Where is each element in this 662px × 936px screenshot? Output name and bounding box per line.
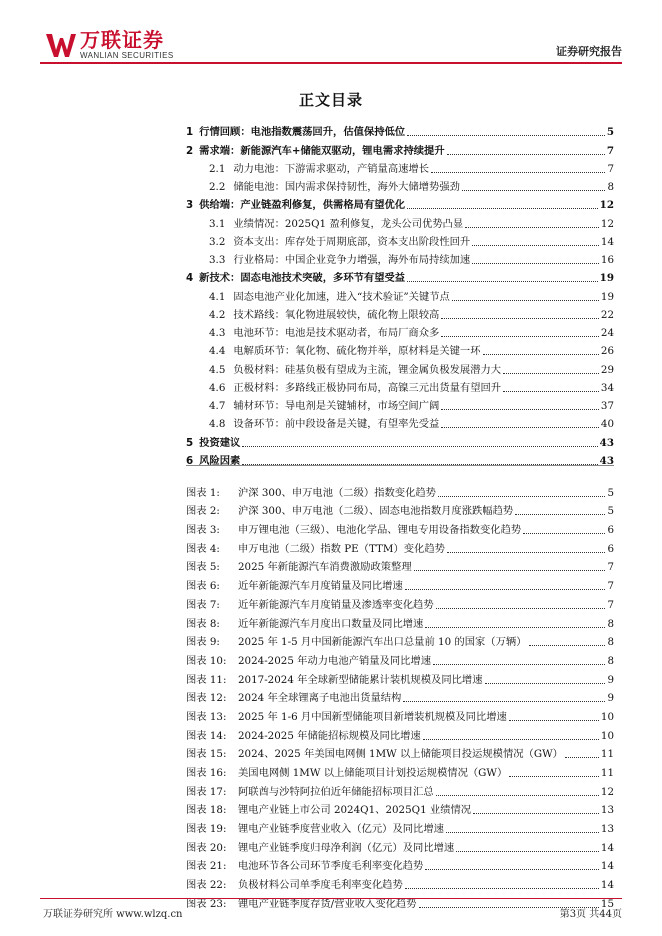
toc-title: 投资建议	[199, 436, 241, 449]
figure-leader-dots	[509, 720, 599, 721]
toc-leader-dots	[447, 154, 605, 155]
figure-list-link[interactable]	[186, 649, 614, 668]
figure-title: 锂电产业链季度归母净利润（亿元）及同比增速	[238, 841, 455, 854]
figure-title: 锂电产业链季度存货/营业收入变化趋势	[238, 897, 417, 910]
figure-list-link[interactable]	[186, 687, 614, 706]
figure-label: 图表 1:	[186, 486, 220, 499]
figure-title: 负极材料公司单季度毛利率变化趋势	[238, 879, 403, 892]
figure-leader-dots	[485, 683, 606, 684]
figure-title: 近年新能源汽车月度出口数量及同比增速	[238, 617, 424, 630]
toc-title: 供给端：产业链盈利修复，供需格局有望优化	[199, 199, 406, 212]
toc-chapter-link[interactable]	[186, 267, 614, 285]
toc-number: 4.7	[209, 400, 226, 412]
figure-list-link[interactable]	[186, 481, 614, 500]
figure-label: 图表 12:	[186, 692, 227, 705]
toc-number: 2.2	[209, 181, 226, 193]
figure-label: 图表 3:	[186, 524, 220, 537]
figure-page-number: 8	[607, 636, 614, 649]
figure-leader-dots	[509, 776, 599, 777]
toc-number: 5	[186, 436, 194, 449]
logo-en-text: WANLIAN SECURITIES	[80, 51, 174, 60]
figure-label: 图表 4:	[186, 542, 220, 555]
toc-leader-dots	[441, 427, 599, 428]
toc-page-number: 24	[600, 327, 614, 339]
toc-section-link[interactable]	[186, 340, 614, 358]
toc-title: 固态电池产业化加速，进入“技术验证”关键节点	[233, 290, 450, 303]
figure-label: 图表 7:	[186, 598, 220, 611]
figure-page-number: 14	[600, 879, 614, 892]
toc-chapter-link[interactable]	[186, 194, 614, 212]
figure-leader-dots	[438, 496, 605, 497]
toc-title: 负极材料：硅基负极有望成为主流，锂金属负极发展潜力大	[233, 363, 502, 376]
figure-leader-dots	[529, 645, 606, 646]
figure-list-link[interactable]	[186, 537, 614, 556]
figure-list-link[interactable]	[186, 817, 614, 836]
toc-number: 3.1	[209, 217, 226, 230]
figure-page-number: 9	[607, 692, 614, 705]
figure-title: 近年新能源汽车月度销量及渗透率变化趋势	[238, 598, 434, 611]
toc-page-number: 7	[606, 144, 614, 157]
figure-title: 申万电池（二级）指数 PE（TTM）变化趋势	[238, 542, 445, 555]
report-type-label: 证券研究报告	[556, 45, 622, 58]
toc-number: 4.6	[209, 381, 226, 394]
figure-label: 图表 2:	[186, 505, 220, 518]
figure-page-number: 7	[607, 561, 614, 574]
figure-page-number: 10	[600, 710, 614, 723]
figure-title: 锂电产业链上市公司 2024Q1、2025Q1 业绩情况	[238, 804, 472, 817]
figure-list-link[interactable]	[186, 743, 614, 762]
toc-page-number: 14	[600, 235, 614, 248]
toc-title: 风险因素	[199, 454, 241, 467]
toc-section-link[interactable]	[186, 377, 614, 395]
toc-title: 技术路线：氧化物进展较快，硫化物上限较高	[233, 308, 440, 321]
figure-page-number: 11	[600, 767, 614, 779]
toc-chapter-link[interactable]	[186, 139, 614, 157]
figure-leader-dots	[425, 869, 599, 870]
figure-leader-dots	[456, 851, 599, 852]
toc-leader-dots	[503, 373, 599, 374]
figure-page-number: 9	[607, 673, 614, 686]
toc-leader-dots	[441, 409, 599, 410]
section-divider	[186, 465, 614, 466]
toc-section-link[interactable]	[186, 212, 614, 230]
toc-number: 4	[186, 272, 194, 285]
toc-number: 4.1	[209, 290, 226, 303]
figure-leader-dots	[446, 832, 599, 833]
figure-list-link[interactable]	[186, 705, 614, 724]
figure-label: 图表 19:	[186, 823, 227, 836]
toc-leader-dots	[465, 227, 599, 228]
toc-number: 4.4	[209, 345, 226, 358]
figure-label: 图表 23:	[186, 897, 227, 910]
toc-number: 3	[186, 199, 194, 212]
figure-list	[186, 481, 614, 911]
figure-leader-dots	[405, 589, 606, 590]
figure-leader-dots	[425, 627, 605, 628]
page-header	[0, 0, 662, 66]
figure-list-link[interactable]	[186, 593, 614, 612]
toc-page-number: 16	[600, 254, 614, 266]
toc-section-link[interactable]	[186, 285, 614, 303]
figure-title: 近年新能源汽车月度销量及同比增速	[238, 580, 403, 593]
toc-section-link[interactable]	[186, 176, 614, 194]
figure-title: 美国电网侧 1MW 以上储能项目计划投运规模情况（GW）	[238, 767, 508, 779]
toc-leader-dots	[407, 135, 605, 136]
figure-leader-dots	[403, 701, 605, 702]
figure-leader-dots	[423, 739, 599, 740]
toc-page-number: 8	[607, 181, 614, 193]
figure-list-link[interactable]	[186, 556, 614, 575]
figure-label: 图表 15:	[186, 748, 227, 761]
figure-title: 申万锂电池（三级）、电池化学品、锂电专用设备指数变化趋势	[238, 524, 522, 537]
toc-title: 业绩情况：2025Q1 盈利修复，龙头公司优势凸显	[233, 217, 464, 230]
toc-leader-dots	[452, 300, 599, 301]
toc-section-link[interactable]	[186, 358, 614, 376]
figure-title: 2024-2025 年储能招标规模及同比增速	[238, 729, 421, 742]
figure-label: 图表 21:	[186, 860, 227, 873]
wanlian-logo-icon	[46, 32, 76, 58]
toc-leader-dots	[483, 354, 599, 355]
footer-rule	[40, 898, 622, 899]
figure-label: 图表 13:	[186, 710, 227, 723]
figure-page-number: 13	[600, 804, 614, 817]
toc-section-link[interactable]	[186, 304, 614, 322]
figure-list-link[interactable]	[186, 612, 614, 631]
figure-label: 图表 17:	[186, 785, 227, 798]
header-rule	[40, 62, 622, 64]
toc-leader-dots	[503, 391, 599, 392]
footer-source: 万联证券研究所 www.wlzq.cn	[43, 909, 183, 920]
toc-page-number: 12	[599, 199, 614, 212]
figure-list-link[interactable]	[186, 574, 614, 593]
toc-leader-dots	[472, 245, 599, 246]
figure-title: 2017-2024 年全球新型储能累计装机规模及同比增速	[238, 673, 483, 686]
figure-title: 2025 年 1-5 月中国新能源汽车出口总量前 10 的国家（万辆）	[238, 636, 527, 649]
figure-list-link[interactable]	[186, 855, 614, 874]
figure-leader-dots	[523, 533, 605, 534]
figure-leader-dots	[414, 570, 606, 571]
figure-page-number: 10	[600, 729, 614, 742]
toc-page-number: 12	[600, 217, 614, 230]
figure-page-number: 6	[607, 524, 614, 537]
figure-list-link[interactable]	[186, 780, 614, 799]
toc-section-link[interactable]	[186, 413, 614, 431]
toc-number: 4.2	[209, 308, 226, 321]
toc-title: 电解质环节：氧化物、硫化物并举，原材料是关键一环	[233, 345, 481, 358]
toc-page-number: 5	[606, 126, 614, 139]
toc-section-link[interactable]	[186, 231, 614, 249]
toc-page-number: 29	[600, 363, 614, 376]
figure-list-link[interactable]	[186, 799, 614, 818]
figure-label: 图表 11:	[186, 673, 227, 686]
figure-title: 电池环节各公司环节季度毛利率变化趋势	[238, 860, 424, 873]
toc-number: 4.5	[209, 363, 226, 376]
figure-leader-dots	[447, 552, 606, 553]
figure-page-number: 7	[607, 580, 614, 593]
figure-page-number: 11	[600, 748, 614, 761]
figure-title: 阿联酋与沙特阿拉伯近年储能招标项目汇总	[238, 785, 434, 798]
figure-title: 沪深 300、申万电池（二级）指数变化趋势	[238, 486, 436, 499]
toc-leader-dots	[431, 172, 605, 173]
figure-label: 图表 8:	[186, 617, 220, 630]
toc-number: 2	[186, 144, 194, 157]
figure-title: 2025 年 1-6 月中国新型储能项目新增装机规模及同比增速	[238, 710, 507, 723]
figure-leader-dots	[436, 608, 606, 609]
figure-label: 图表 6:	[186, 580, 220, 593]
figure-list-link[interactable]	[186, 873, 614, 892]
figure-page-number: 15	[600, 897, 614, 910]
toc-page-number: 40	[600, 418, 614, 431]
toc-page-number: 43	[599, 454, 614, 467]
figure-label: 图表 16:	[186, 767, 227, 779]
page-title: 正文目录	[298, 91, 363, 109]
figure-title: 2025 年新能源汽车消费激励政策整理	[238, 561, 412, 574]
figure-page-number: 13	[600, 823, 614, 836]
figure-leader-dots	[565, 757, 599, 758]
figure-label: 图表 10:	[186, 654, 227, 667]
toc-title: 储能电池：国内需求保持韧性，海外大储增势强劲	[233, 181, 460, 193]
figure-list-link[interactable]	[186, 518, 614, 537]
toc-leader-dots	[441, 336, 599, 337]
figure-list-link[interactable]	[186, 668, 614, 687]
figure-page-number: 5	[607, 486, 614, 499]
figure-leader-dots	[405, 888, 599, 889]
figure-page-number: 8	[607, 654, 614, 667]
toc-number: 4.3	[209, 327, 226, 339]
toc-title: 行情回顾：电池指数震荡回升，估值保持低位	[199, 126, 406, 139]
toc-number: 3.3	[209, 254, 226, 266]
toc-page-number: 22	[600, 308, 614, 321]
toc-number: 2.1	[209, 162, 226, 175]
figure-title: 2024、2025 年美国电网侧 1MW 以上储能项目投运规模情况（GW）	[238, 748, 563, 761]
toc-title: 辅材环节：导电剂是关键辅材，市场空间广阔	[233, 400, 440, 412]
figure-leader-dots	[436, 795, 599, 796]
figure-leader-dots	[433, 664, 605, 665]
toc-leader-dots	[407, 281, 598, 282]
toc-page-number: 19	[599, 272, 614, 285]
logo-cn-text: 万联证券	[80, 28, 164, 52]
figure-label: 图表 5:	[186, 561, 220, 574]
figure-leader-dots	[515, 514, 605, 515]
figure-title: 2024-2025 年动力电池产销量及同比增速	[238, 654, 432, 667]
toc-section-link[interactable]	[186, 322, 614, 340]
toc-title: 需求端：新能源汽车+储能双驱动，锂电需求持续提升	[199, 144, 445, 157]
toc-number: 1	[186, 126, 194, 139]
figure-page-number: 5	[607, 505, 614, 518]
toc-chapter-link[interactable]	[186, 121, 614, 139]
figure-list-link[interactable]	[186, 892, 614, 911]
toc-title: 电池环节：电池是技术驱动者，布局厂商众多	[233, 327, 440, 339]
toc-leader-dots	[462, 190, 606, 191]
toc-leader-dots	[407, 208, 598, 209]
table-of-contents	[186, 121, 614, 468]
toc-chapter-link[interactable]	[186, 431, 614, 449]
figure-leader-dots	[473, 813, 599, 814]
toc-section-link[interactable]	[186, 158, 614, 176]
figure-title: 锂电产业链季度营业收入（亿元）及同比增速	[238, 823, 444, 836]
toc-section-link[interactable]	[186, 395, 614, 413]
figure-list-link[interactable]	[186, 724, 614, 743]
figure-label: 图表 20:	[186, 841, 227, 854]
figure-page-number: 7	[607, 598, 614, 611]
toc-title: 资本支出：库存处于周期底部，资本支出阶段性回升	[233, 235, 471, 248]
toc-page-number: 7	[607, 162, 614, 175]
figure-page-number: 14	[600, 860, 614, 873]
toc-page-number: 43	[599, 436, 614, 449]
figure-title: 沪深 300、申万电池（二级）、固态电池指数月度涨跌幅趋势	[238, 505, 514, 518]
figure-list-link[interactable]	[186, 631, 614, 650]
toc-number: 3.2	[209, 235, 226, 248]
figure-page-number: 6	[607, 542, 614, 555]
figure-title: 2024 年全球锂离子电池出货量结构	[238, 692, 402, 705]
toc-page-number: 37	[600, 400, 614, 412]
toc-title: 设备环节：前中段设备是关键，有望率先受益	[233, 418, 440, 431]
footer-page-number: 第3页 共44页	[559, 909, 622, 920]
toc-page-number: 19	[600, 290, 614, 303]
figure-label: 图表 22:	[186, 879, 227, 892]
toc-number: 6	[186, 454, 194, 467]
figure-label: 图表 9:	[186, 636, 220, 649]
figure-label: 图表 14:	[186, 729, 227, 742]
figure-list-link[interactable]	[186, 500, 614, 519]
toc-number: 4.8	[209, 418, 226, 431]
figure-label: 图表 18:	[186, 804, 227, 817]
toc-leader-dots	[441, 318, 599, 319]
toc-page-number: 34	[600, 381, 614, 394]
figure-page-number: 14	[600, 841, 614, 854]
figure-list-link[interactable]	[186, 761, 614, 780]
toc-title: 行业格局：中国企业竞争力增强，海外布局持续加速	[233, 254, 471, 266]
toc-leader-dots	[242, 446, 597, 447]
toc-title: 正极材料：多路线正极协同布局，高镍三元出货量有望回升	[233, 381, 502, 394]
toc-title: 动力电池：下游需求驱动，产销量高速增长	[233, 162, 430, 175]
figure-page-number: 8	[607, 617, 614, 630]
toc-section-link[interactable]	[186, 249, 614, 267]
toc-leader-dots	[472, 263, 599, 264]
figure-page-number: 12	[600, 785, 614, 798]
company-logo	[46, 28, 174, 62]
toc-title: 新技术：固态电池技术突破，多环节有望受益	[199, 272, 406, 285]
toc-page-number: 26	[600, 345, 614, 358]
figure-list-link[interactable]	[186, 836, 614, 855]
